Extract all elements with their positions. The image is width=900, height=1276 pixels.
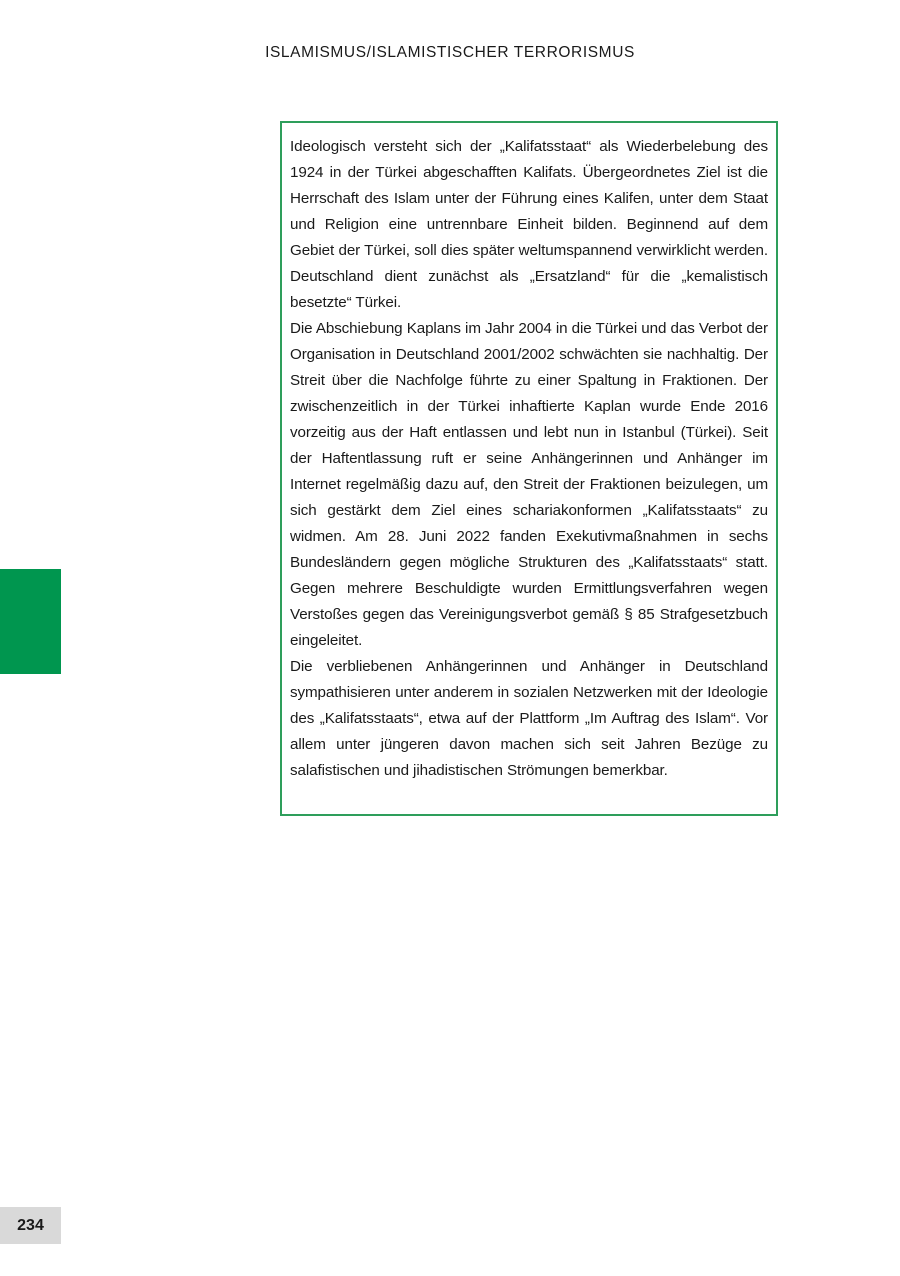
info-box (280, 121, 778, 816)
page-number: 234 (0, 1207, 61, 1244)
box-paragraph-3: Die verbliebenen Anhängerinnen und Anhänger in Deutschland sympathisieren unter anderem in sozialen Netzwerken mit der Ideologie des „Kalifatsstaats“, etwa auf der Plattform „Im Auftrag des Islam“. Vor allem unter jüngeren davon machen sich seit Jahren Bezüge zu salafistischen und jihadistischen Strömungen bemerkbar. (290, 658, 768, 779)
running-header: ISLAMISMUS/ISLAMISTISCHER TERRORISMUS (265, 44, 635, 61)
chapter-tab-marker (0, 569, 61, 674)
box-paragraph-2: Die Abschiebung Kaplans im Jahr 2004 in die Türkei und das Verbot der Organisation in Deutschland 2001/2002 schwächten sie nachhaltig. Der Streit über die Nachfolge führte zu einer Spaltung in Fraktionen. Der zwischenzeitlich in der Türkei inhaftierte Kaplan wurde Ende 2016 vorzeitig aus der Haft entlassen und lebt nun in Istanbul (Türkei). Seit der Haftentlassung ruft er seine Anhängerinnen und Anhänger im Internet regelmäßig dazu auf, den Streit der Fraktionen beizulegen, um sich gestärkt dem Ziel eines schariakonformen „Kalifatsstaats“ zu widmen. Am 28. Juni 2022 fanden Exekutivmaßnahmen in sechs Bundesländern gegen mögliche Strukturen des „Kalifatsstaats“ statt. Gegen mehrere Beschuldigte wurden Ermittlungsverfahren wegen Verstoßes gegen das Vereinigungsverbot gemäß § 85 Strafgesetzbuch eingeleitet. (290, 320, 768, 649)
box-paragraph-1: Ideologisch versteht sich der „Kalifatsstaat“ als Wiederbelebung des 1924 in der Türkei abgeschafften Kalifats. Übergeordnetes Ziel ist die Herrschaft des Islam unter der Führung eines Kalifen, unter dem Staat und Religion eine untrennbare Einheit bilden. Beginnend auf dem Gebiet der Türkei, soll dies später weltumspannend verwirklicht werden. Deutschland dient zunächst als „Ersatzland“ für die „kemalistisch besetzte“ Türkei. (290, 138, 768, 311)
